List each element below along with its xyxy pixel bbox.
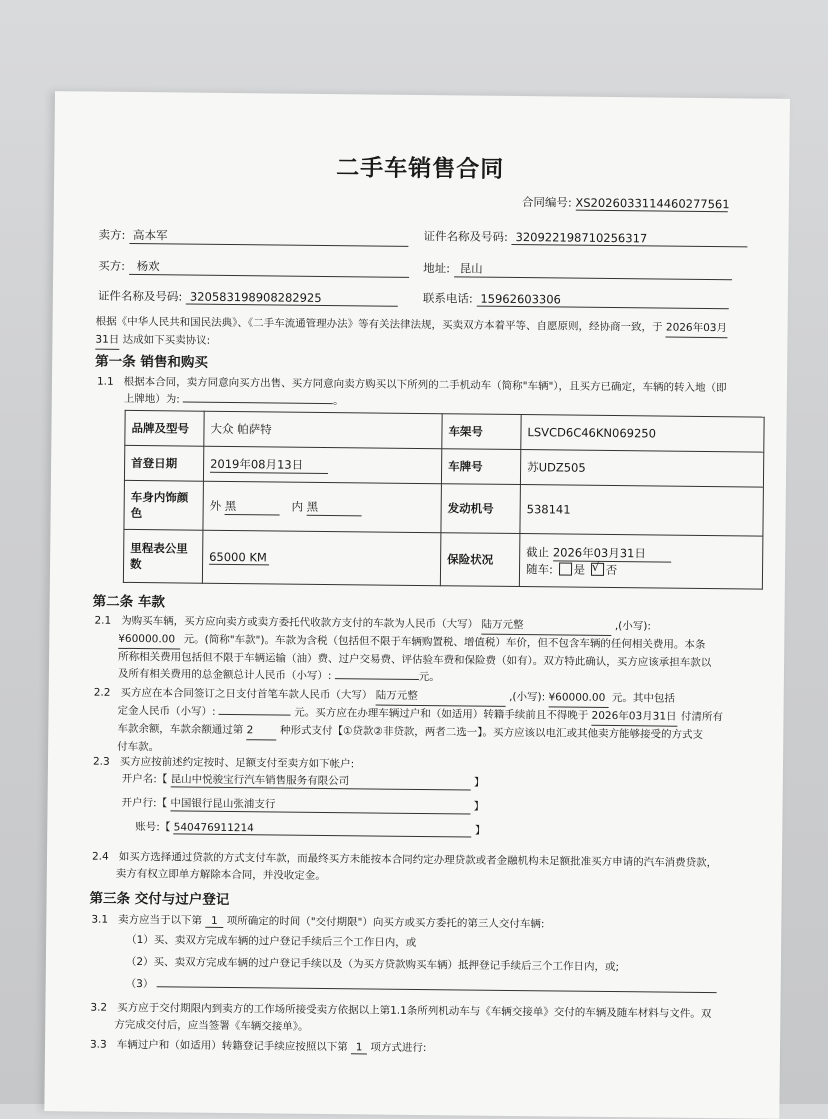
seller-id-row bbox=[423, 228, 747, 247]
transfer-option: 1 bbox=[351, 1041, 367, 1054]
engine-value: 538141 bbox=[520, 485, 763, 537]
clause-text-h: 付车款。 bbox=[117, 740, 160, 754]
vin-label: 车架号 bbox=[442, 414, 521, 450]
clause-text: 车辆过户和（如适用）转籍登记手续应按照以下第 bbox=[116, 1038, 348, 1054]
article-2-2 bbox=[93, 685, 723, 763]
clause-text-e: 元。 bbox=[418, 670, 440, 684]
phone-label: 联系电话: bbox=[422, 291, 473, 306]
mileage-label-a: 里程表公里 bbox=[130, 540, 188, 556]
account-bank-label: 开户行:【 bbox=[121, 796, 168, 810]
address-label: 地址: bbox=[423, 261, 451, 276]
contract-number-value: XS2026033114460277561 bbox=[575, 195, 730, 212]
table-row bbox=[124, 480, 763, 536]
clause-text-small: ,(小写): bbox=[614, 620, 651, 633]
insurance-date: 2026年03月31日 bbox=[553, 544, 671, 562]
seller-label: 卖方: bbox=[98, 227, 126, 242]
clause-number: 2.3 bbox=[92, 755, 110, 768]
clause-text: 卖方应当于以下第 bbox=[118, 913, 203, 927]
contract-paper bbox=[44, 91, 790, 1119]
contract-number bbox=[522, 194, 728, 212]
clause-text-g: 种形式支付【①贷款②非贷款，两者二选一】。买方应该以电汇或其他卖方能够接受的方式支 bbox=[279, 724, 704, 741]
no-checkbox[interactable] bbox=[591, 562, 604, 575]
account-bank: 中国银行昆山张浦支行 bbox=[170, 795, 470, 814]
preamble-date: 2026年03月 bbox=[666, 320, 728, 339]
yes-checkbox[interactable] bbox=[559, 562, 572, 575]
article-2-4 bbox=[92, 849, 718, 890]
brand-label: 品牌及型号 bbox=[125, 410, 204, 446]
clause-text-d: 及所有相关费用的总金额总计人民币（小写）: bbox=[117, 667, 332, 683]
price-line bbox=[94, 633, 705, 651]
clause-text-small: ,(小写): bbox=[509, 690, 549, 704]
insurance-cell bbox=[519, 534, 763, 590]
with-car-label: 随车: bbox=[525, 561, 553, 576]
buyer-name: 杨欢 bbox=[129, 258, 409, 278]
vin-value: LSVCD6C46KN069250 bbox=[521, 415, 764, 453]
delivery-option-3-field bbox=[157, 986, 717, 993]
buyer-id-label: 证件名称及号码: bbox=[97, 288, 183, 304]
clause-number: 2.2 bbox=[93, 686, 111, 699]
clause-text-c: 所称相关费用包括但不限于车辆运输（油）费、过户交易费、评估验车费和保险费（如有）。双方特此确认，买方应该承担车款以 bbox=[118, 650, 712, 670]
buyer-row bbox=[98, 258, 409, 278]
first-payment-amount: ¥60000.00 bbox=[548, 689, 608, 708]
clause-text-d: 元。买方应在办理车辆过户和（如适用）转籍手续前且不得晚于 bbox=[294, 706, 589, 722]
clause-text-e: 付清所有 bbox=[680, 710, 723, 724]
clause-text-b: 方完成交付后，应当签署《车辆交接单》。 bbox=[114, 1018, 309, 1033]
article-3-title: 第三条 交付与过户登记 bbox=[89, 890, 230, 909]
bracket-close: 】 bbox=[474, 824, 486, 837]
payment-method: 2 bbox=[247, 722, 277, 740]
mileage-cell bbox=[202, 530, 441, 585]
address-row bbox=[423, 260, 732, 280]
phone-value: 15962603306 bbox=[476, 292, 728, 310]
clause-text-b: 元。(简称"车款")。车款为含税（包括但不限于车辆购置税、增值税）车价，但不包含车辆的任何相关费用。本条 bbox=[183, 633, 706, 651]
clause-text-c: 定金人民币（小写）: bbox=[117, 704, 216, 718]
seller-row bbox=[98, 227, 408, 247]
insurance-until: 截止 bbox=[526, 544, 550, 559]
account-name-row bbox=[122, 771, 485, 791]
engine-label: 发动机号 bbox=[441, 484, 521, 534]
delivery-option-1: （1）买、卖双方完成车辆的过户登记手续后三个工作日内，或 bbox=[126, 933, 417, 949]
seller-id-label: 证件名称及号码: bbox=[423, 229, 508, 244]
first-payment-chinese: 陆万元整 bbox=[376, 688, 506, 707]
insurance-label: 保险状况 bbox=[440, 533, 520, 587]
article-2-title: 第二条 车款 bbox=[92, 593, 165, 611]
clause-number: 2.1 bbox=[94, 614, 112, 627]
seller-name: 高本军 bbox=[129, 227, 408, 247]
clause-number: 3.1 bbox=[91, 913, 109, 926]
clause-text: 买方应于交付期限内到卖方的工作场所接受卖方依据以上第1.1条所列机动车与《车辆交接单》交付的车辆及随车材料与文件。双 bbox=[117, 1001, 712, 1021]
preamble-text-2: 达成如下买卖协议: bbox=[122, 333, 211, 347]
clause-text-b: 项方式进行: bbox=[370, 1041, 427, 1055]
buyer-id-value: 320583198908282925 bbox=[186, 290, 398, 307]
price-chinese: 陆万元整 bbox=[481, 617, 611, 636]
delivery-option-3 bbox=[126, 976, 717, 997]
phone-row bbox=[423, 290, 729, 309]
account-name: 昆山中悦骏宝行汽车销售服务有限公司 bbox=[171, 771, 471, 790]
clause-text: 根据本合同，卖方同意向买方出售、买方同意向卖方购买以下所列的二手机动车（简称"车辆"），且买方已确定，车辆的转入地（即 bbox=[123, 375, 727, 395]
buyer-id-row bbox=[98, 288, 398, 307]
exterior-label: 外 bbox=[209, 498, 222, 513]
clause-text-b: 元。其中包括 bbox=[611, 692, 675, 705]
delivery-option-3-label: （3） bbox=[125, 977, 154, 991]
exterior-color: 黑 bbox=[225, 497, 280, 515]
article-2-1 bbox=[94, 613, 712, 689]
color-label-a: 车身内饰颜 bbox=[130, 489, 189, 505]
interior-color: 黑 bbox=[307, 498, 362, 516]
clause-number: 2.4 bbox=[91, 850, 109, 863]
plate-label: 车牌号 bbox=[441, 449, 520, 485]
account-number-row bbox=[135, 819, 485, 838]
reg-date-value: 2019年08月13日 bbox=[210, 455, 328, 473]
bracket-close: 】 bbox=[473, 800, 485, 813]
page-title: 二手车销售合同 bbox=[336, 155, 505, 183]
color-cell bbox=[203, 481, 442, 532]
article-1-1 bbox=[97, 374, 727, 415]
clause-number: 3.3 bbox=[89, 1038, 107, 1051]
clause-number: 3.2 bbox=[90, 1001, 108, 1014]
account-name-label: 开户名:【 bbox=[121, 772, 168, 786]
delivery-option: 1 bbox=[205, 915, 223, 928]
plate-value: 苏UDZ505 bbox=[520, 450, 763, 488]
clause-text-b: 项所确定的时间（"交付期限"）向买方或买方委托的第三人交付车辆: bbox=[226, 914, 545, 931]
no-label: 否 bbox=[605, 562, 618, 577]
total-amount-field bbox=[335, 678, 419, 680]
mileage-label-b: 数 bbox=[129, 556, 142, 572]
account-number: 540476911214 bbox=[174, 821, 472, 837]
color-label bbox=[124, 480, 204, 530]
transfer-location-field bbox=[183, 402, 333, 405]
yes-label: 是 bbox=[573, 562, 586, 577]
address-value: 昆山 bbox=[454, 260, 732, 280]
clause-text: 如买方选择通过贷款的方式支付车款，而最终买方未能按本合同约定办理贷款或者金融机构未足额批准买方申请的汽车消费贷款， bbox=[118, 850, 718, 870]
clause-text: 买方应在本合同签订之日支付首笔车款人民币（大写） bbox=[120, 686, 373, 702]
reg-date-label: 首登日期 bbox=[124, 445, 203, 481]
table-row bbox=[123, 529, 763, 589]
clause-text-f: 车款余额，车款余额通过第 bbox=[117, 722, 244, 737]
clause-text-c: 。 bbox=[333, 395, 344, 408]
clause-text: 买方应按前述约定按时、足额支付至卖方如下帐户: bbox=[119, 755, 355, 771]
clause-text: 为购买车辆，买方应向卖方或卖方委托代收款方支付的车款为人民币（大写） bbox=[121, 614, 479, 631]
reg-date-cell bbox=[203, 446, 441, 483]
clause-number: 1.1 bbox=[96, 375, 114, 388]
account-bank-row bbox=[121, 795, 484, 815]
color-label-b: 色 bbox=[130, 505, 143, 521]
article-1-title: 第一条 销售和购买 bbox=[95, 353, 208, 371]
article-3-3 bbox=[90, 1037, 427, 1056]
preamble-date-day: 31日 bbox=[95, 332, 119, 350]
deposit-field bbox=[219, 714, 291, 716]
clause-text-b: 上牌地）为: bbox=[123, 392, 180, 406]
delivery-option-2: （2）买、卖双方完成车辆的过户登记手续以及（为买方贷款购买车辆）抵押登记手续后三个工作日内，或; bbox=[125, 955, 620, 974]
vehicle-table bbox=[123, 410, 765, 590]
mileage-value: 65000 KM bbox=[209, 549, 269, 565]
seller-id-value: 320922198710256317 bbox=[511, 230, 747, 247]
buyer-label: 买方: bbox=[98, 258, 126, 273]
contract-number-label: 合同编号: bbox=[521, 195, 572, 210]
article-3-1 bbox=[91, 912, 544, 932]
preamble-text: 根据《中华人民共和国民法典》、《二手车流通管理办法》等有关法律法规，买卖双方本着平等、自愿原则，经协商一致，于 bbox=[95, 315, 663, 334]
mileage-label bbox=[123, 529, 203, 583]
payment-deadline: 2026年03月31日 bbox=[591, 708, 677, 727]
bracket-close: 】 bbox=[473, 776, 485, 789]
account-number-label: 账号:【 bbox=[135, 821, 171, 834]
price-amount: ¥60000.00 bbox=[118, 631, 180, 650]
interior-label: 内 bbox=[291, 499, 304, 514]
brand-value: 大众 帕萨特 bbox=[204, 411, 442, 448]
article-3-2 bbox=[90, 1000, 711, 1041]
clause-text-b: 卖方有权立即单方解除本合同，并没收定金。 bbox=[115, 867, 326, 883]
